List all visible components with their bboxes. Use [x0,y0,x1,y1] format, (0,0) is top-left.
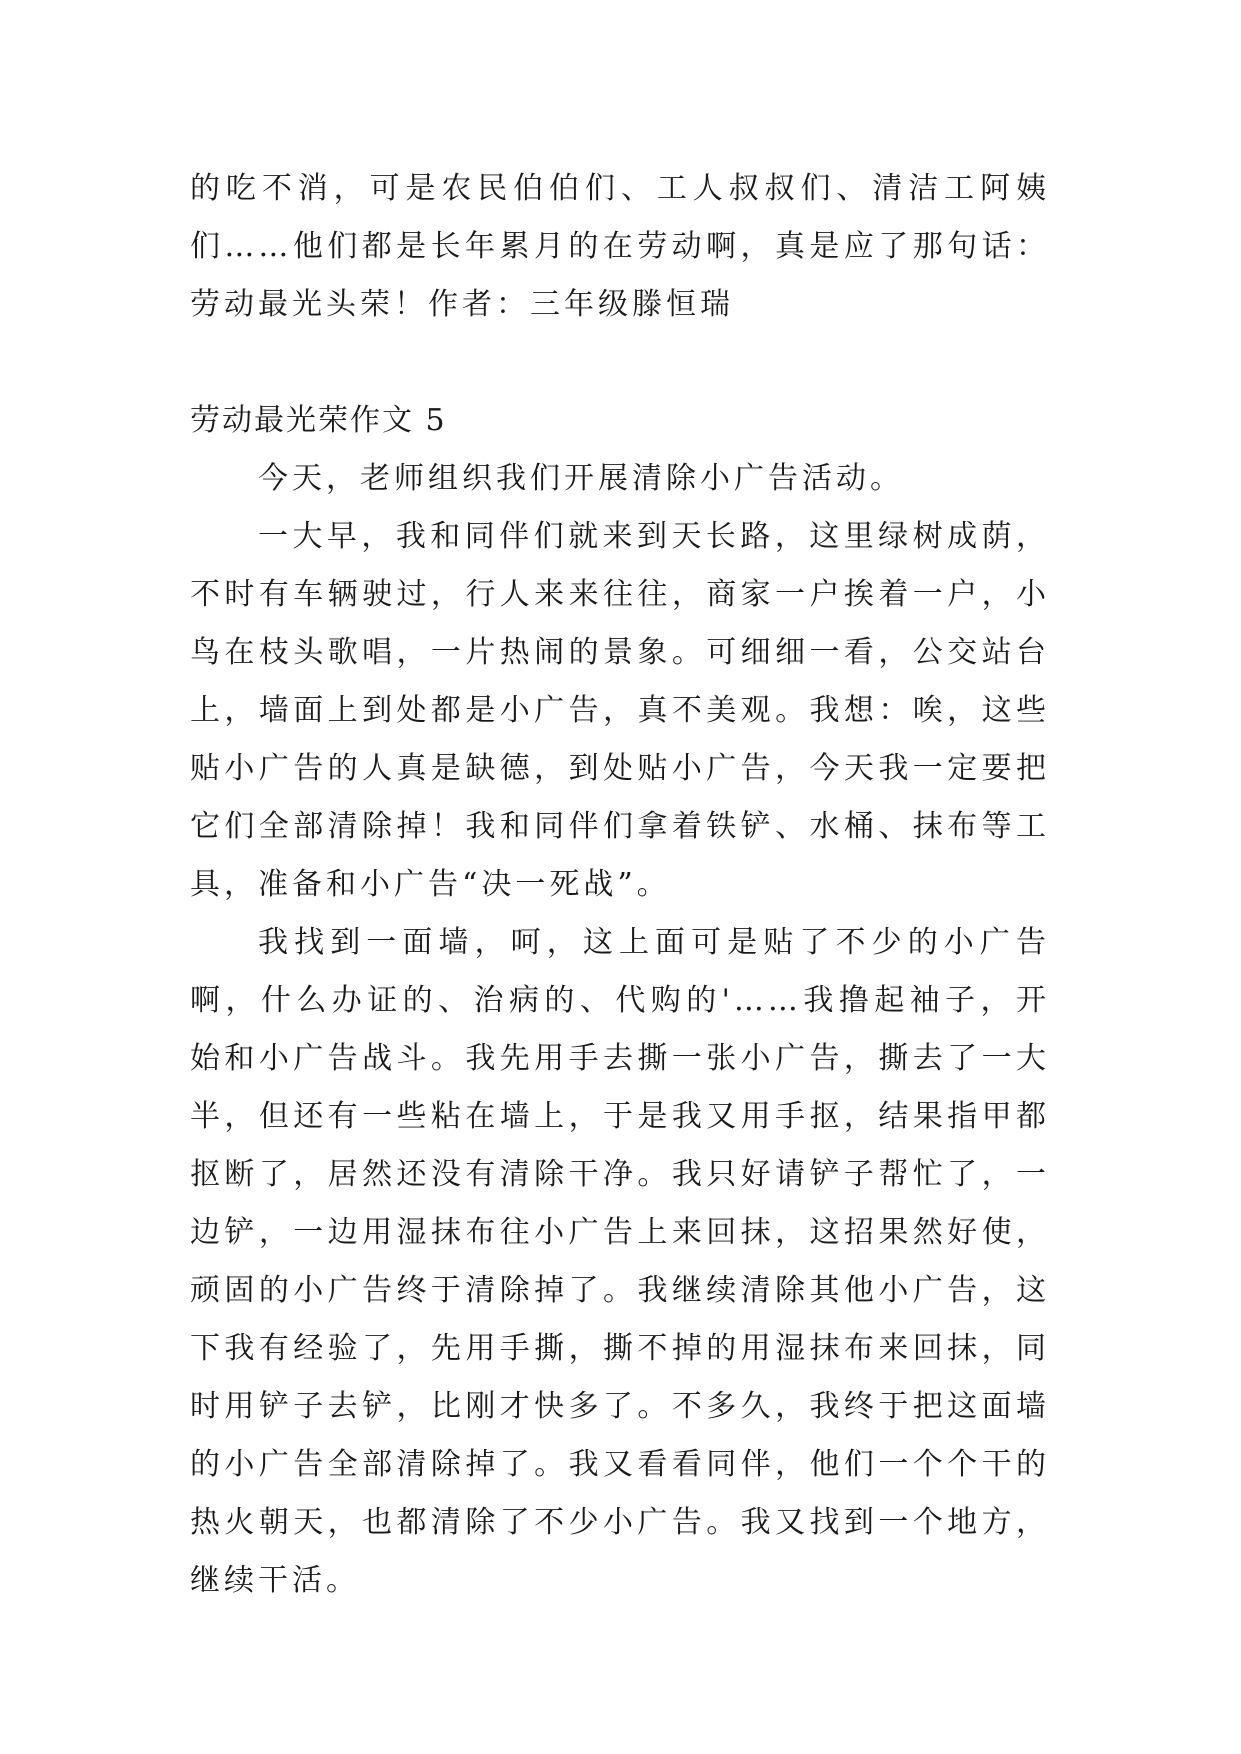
section-title: 劳动最光荣作文 5 [190,403,447,438]
document-body [190,160,1050,1610]
paragraph-3: 我找到一面墙，呵，这上面可是贴了不少的小广告啊，什么办证的、治病的、代购的'……我撸起袖子，开始和小广告战斗。我先用手去撕一张小广告，撕去了一大半，但还有一些粘在墙上，于是我又用手抠，结果指甲都抠断了，居然还没有清除干净。我只好请铲子帮忙了，一边铲，一边用湿抹布往小广告上来回抹，这招果然好使，顽固的小广告终于清除掉了。我继续清除其他小广告，这下我有经验了，先用手撕，撕不掉的用湿抹布来回抹，同时用铲子去铲，比刚才快多了。不多久，我终于把这面墙的小广告全部清除掉了。我又看看同伴，他们一个个干的热火朝天，也都清除了不少小广告。我又找到一个地方，继续干活。 [190,925,1050,1598]
paragraph-1: 今天，老师组织我们开展清除小广告活动。 [258,461,904,496]
paragraph-2: 一大早，我和同伴们就来到天长路，这里绿树成荫，不时有车辆驶过，行人来来往往，商家一户挨着一户，小鸟在枝头歌唱，一片热闹的景象。可细细一看，公交站台上，墙面上到处都是小广告，真不美观。我想：唉，这些贴小广告的人真是缺德，到处贴小广告，今天我一定要把它们全部清除掉！我和同伴们拿着铁铲、水桶、抹布等工具，准备和小广告“决一死战”。 [190,519,1050,902]
intro-paragraph: 的吃不消，可是农民伯伯们、工人叔叔们、清洁工阿姨们……他们都是长年累月的在劳动啊，真是应了那句话：劳动最光头荣！作者：三年级滕恒瑞 [190,171,1050,322]
